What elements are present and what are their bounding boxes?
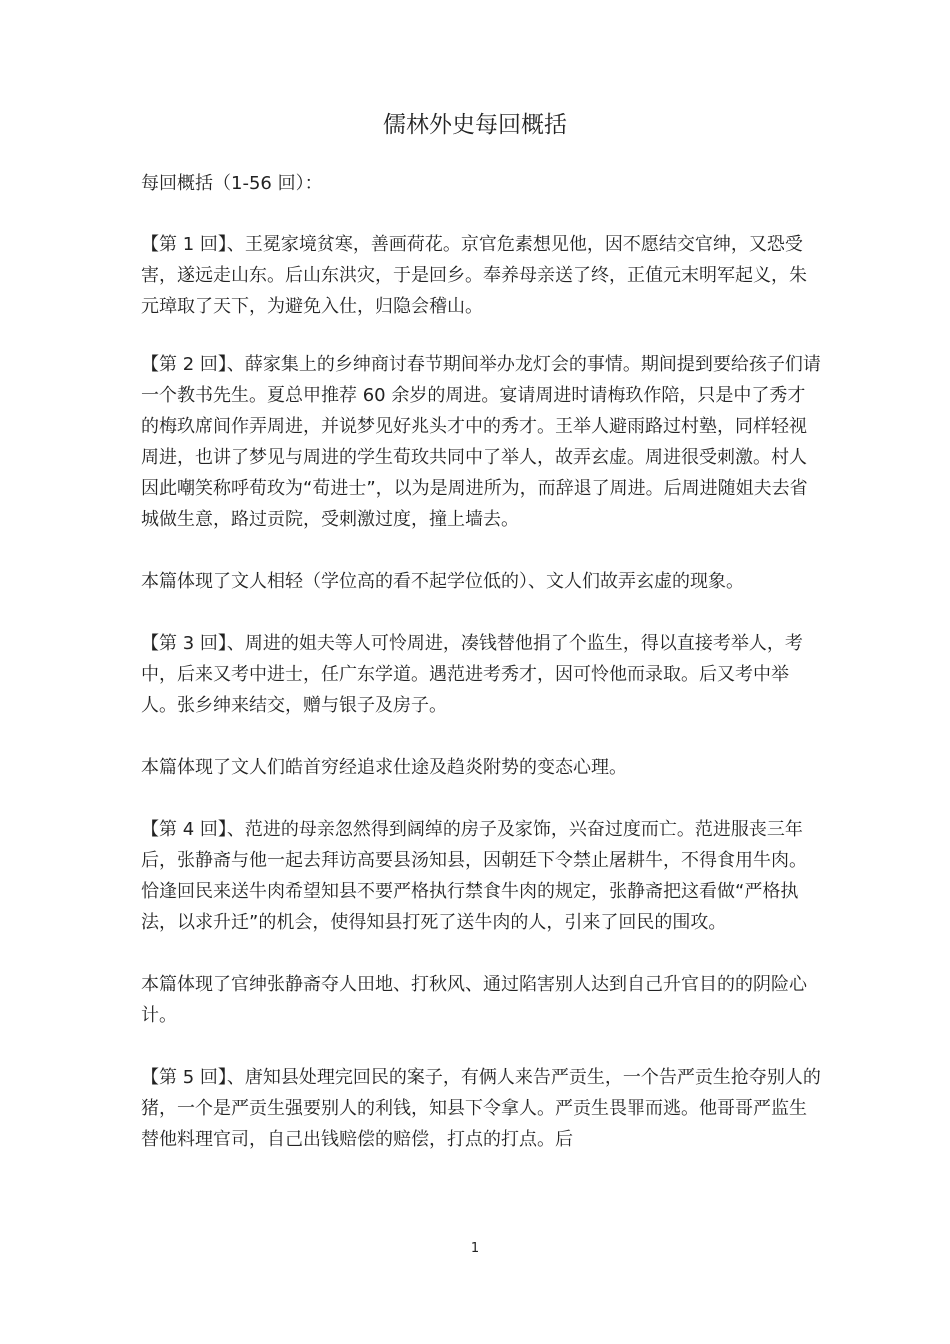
paragraph-chapter-4: 【第 4 回】、范进的母亲忽然得到阔绰的房子及家饰，兴奋过度而亡。范进服丧三年后，张静斋与他一起去拜访高要县汤知县，因朝廷下令禁止屠耕牛，不得食用牛肉。恰逢回民来送牛肉希望知县不要严格执行禁食牛肉的规定，张静斋把这看做“严格执法，以求升迁”的机会，使得知县打死了送牛肉的人，引来了回民的围攻。	[141, 819, 807, 933]
paragraph-chapter-2: 【第 2 回】、薛家集上的乡绅商讨春节期间举办龙灯会的事情。期间提到要给孩子们请一个教书先生。夏总甲推荐 60 余岁的周进。宴请周进时请梅玖作陪，只是中了秀才的梅玖席间作弄周进，并说梦见好兆头才中的秀才。王举人避雨路过村塾，同样轻视周进，也讲了梦见与周进的学生荀玫共同中了举人，故弄玄虚。周进很受刺激。村人因此嘲笑称呼荀玫为“荀进士”，以为是周进所为，而辞退了周进。后周进随姐夫去省城做生意，路过贡院，受刺激过度，撞上墙去。	[141, 354, 821, 530]
page-number: 1	[470, 1241, 480, 1256]
paragraph-commentary-3: 本篇体现了文人们皓首穷经追求仕途及趋炎附势的变态心理。	[141, 757, 627, 778]
paragraph-commentary-4: 本篇体现了官绅张静斋夺人田地、打秋风、通过陷害别人达到自己升官目的的阴险心计。	[141, 974, 807, 1026]
document-body	[141, 168, 821, 1186]
document-subtitle: 每回概括（1-56 回）：	[141, 173, 323, 194]
paragraph-commentary-2: 本篇体现了文人相轻（学位高的看不起学位低的）、文人们故弄玄虚的现象。	[141, 571, 744, 592]
paragraph-chapter-1: 【第 1 回】、王冕家境贫寒，善画荷花。京官危素想见他，因不愿结交官绅，又恐受害，遂远走山东。后山东洪灾，于是回乡。奉养母亲送了终，正值元末明军起义，朱元璋取了天下，为避免入仕，归隐会稽山。	[141, 234, 807, 317]
document-title: 儒林外史每回概括	[383, 112, 567, 138]
paragraph-chapter-5: 【第 5 回】、唐知县处理完回民的案子，有俩人来告严贡生，一个告严贡生抢夺别人的猪，一个是严贡生强要别人的利钱，知县下令拿人。严贡生畏罪而逃。他哥哥严监生替他料理官司，自己出钱赔偿的赔偿，打点的打点。后	[141, 1067, 821, 1150]
paragraph-chapter-3: 【第 3 回】、周进的姐夫等人可怜周进，凑钱替他捐了个监生，得以直接考举人，考中，后来又考中进士，任广东学道。遇范进考秀才，因可怜他而录取。后又考中举人。张乡绅来结交，赠与银子及房子。	[141, 633, 803, 716]
